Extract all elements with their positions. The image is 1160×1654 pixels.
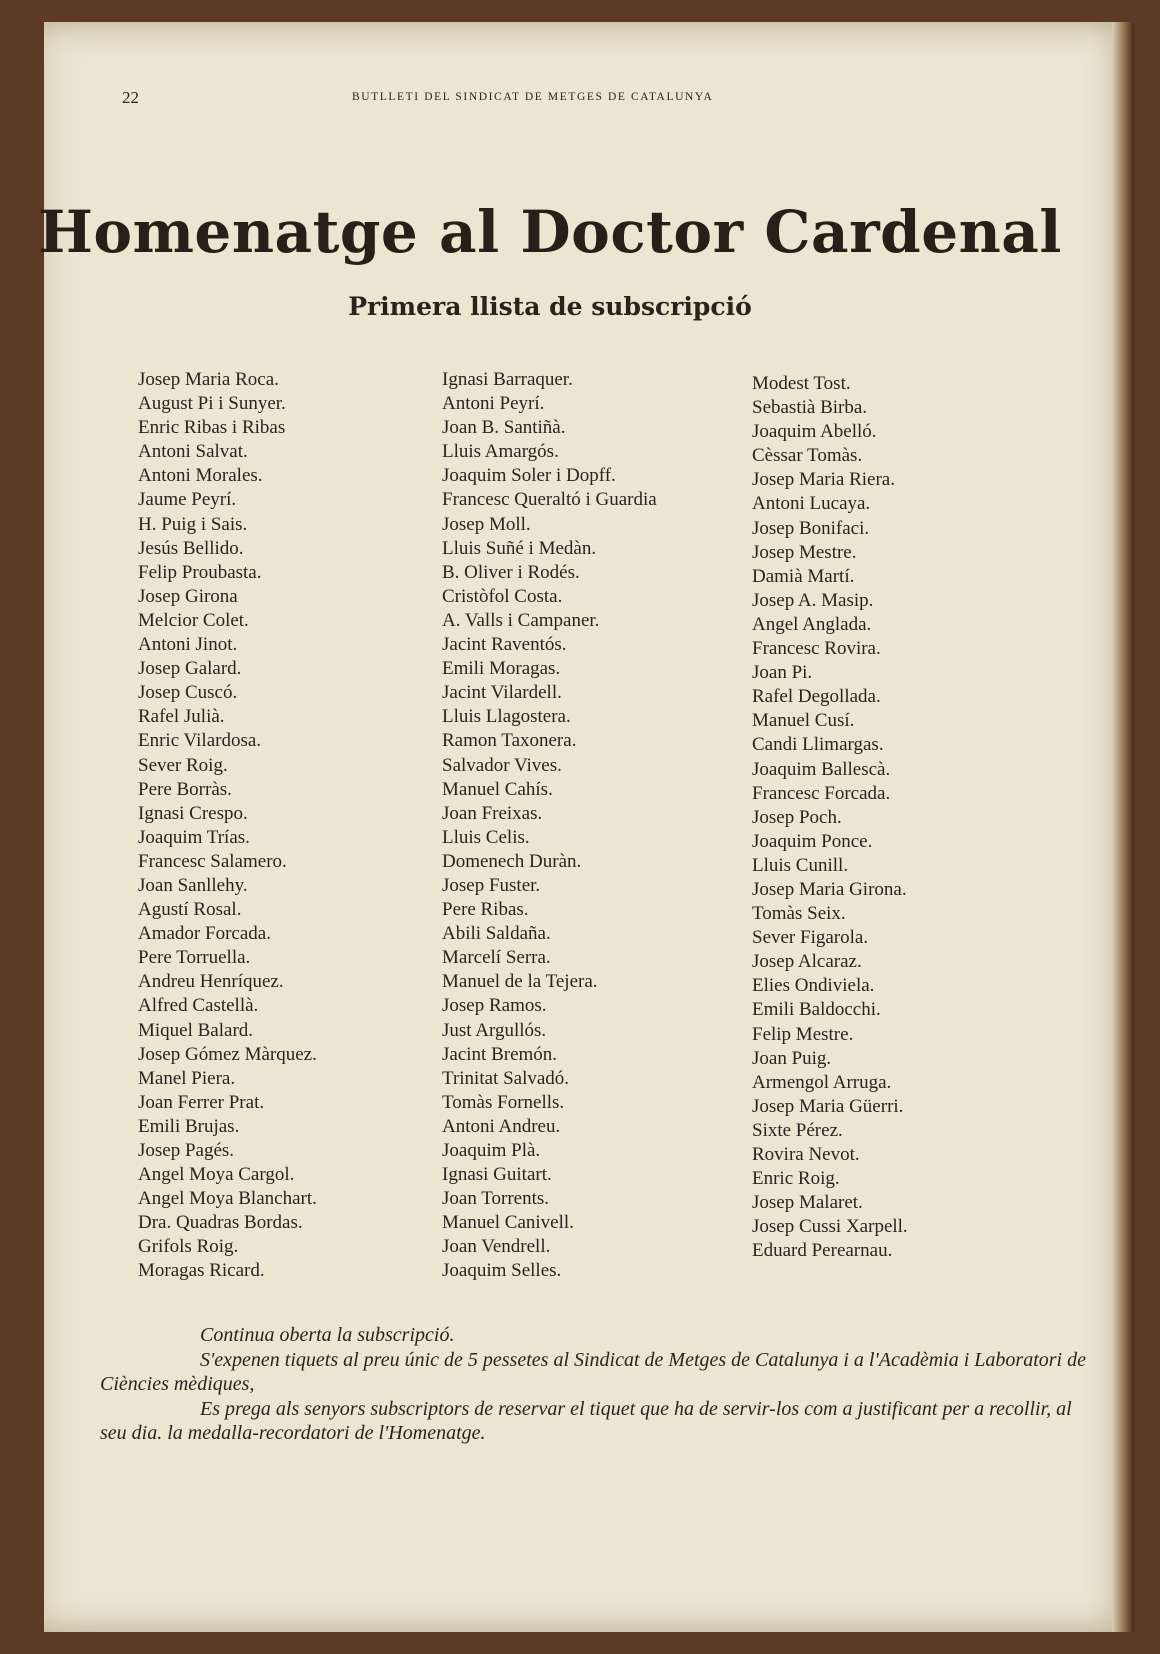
subscriber-name: Joaquim Soler i Dopff. (442, 465, 616, 487)
subscriber-name: Lluis Suñé i Medàn. (442, 537, 597, 559)
footer-notes (100, 1323, 1090, 1446)
subscriber-name: Josep Fuster. (442, 874, 541, 896)
subscriber-name: Josep Galard. (138, 658, 242, 680)
subscriber-name: Francesc Salamero. (138, 850, 287, 872)
subscriber-name: Josep Maria Roca. (138, 369, 279, 390)
footer-line-request: Es prega als senyors subscriptors de reservar el tiquet que ha de servir-los com a justificant per a recollir, al seu dia. la medalla-recordatori de l'Homenatge. (100, 1397, 1072, 1444)
subscriber-name: Pere Torruella. (138, 947, 251, 969)
subscriber-name: Marcelí Serra. (442, 947, 551, 969)
subscriber-name: Alfred Castellà. (138, 995, 259, 1017)
subscriber-name: Emili Moragas. (442, 658, 561, 680)
subscriber-name: Antoni Morales. (138, 465, 263, 487)
subscriber-name: Joan Freixas. (442, 802, 543, 824)
subscriber-name: B. Oliver i Rodés. (442, 561, 580, 583)
subscriber-name: Antoni Andreu. (442, 1115, 561, 1137)
subscriber-name: Joan Sanllehy. (138, 874, 248, 896)
subscriber-name: Antoni Jinot. (138, 634, 238, 656)
subscriber-name: Antoni Lucaya. (752, 493, 871, 515)
subscriber-name: Josep Poch. (752, 806, 842, 828)
subscriber-name: Damià Martí. (752, 565, 855, 587)
subscriber-name: Salvador Vives. (442, 754, 562, 776)
subscriber-name: Antoni Salvat. (138, 441, 248, 463)
subscriber-name: Grifols Roig. (138, 1236, 239, 1258)
subscriber-name: Cèssar Tomàs. (752, 445, 863, 467)
subscriber-name: H. Puig i Sais. (138, 513, 248, 535)
subscriber-name: Jaume Peyrí. (138, 489, 237, 511)
subscriber-name: August Pi i Sunyer. (138, 393, 286, 415)
subscriber-name: Joan Pi. (752, 662, 813, 684)
subscriber-name: Sever Roig. (138, 754, 228, 776)
page-title: Homenatge al Doctor Cardenal (38, 198, 1062, 266)
subscriber-name: Francesc Rovira. (752, 638, 881, 660)
subscriber-name: Francesc Forcada. (752, 782, 891, 804)
subscriber-name: Dra. Quadras Bordas. (138, 1212, 303, 1234)
subscriber-name: Joaquim Abelló. (752, 421, 877, 443)
subscriber-name: Lluis Llagostera. (442, 706, 571, 728)
subscriber-name: Francesc Queraltó i Guardia (442, 489, 657, 511)
subscriber-name: Josep Girona (138, 585, 238, 607)
subscriber-name: Jacint Bremón. (442, 1043, 558, 1065)
subscriber-name: Joan B. Santiñà. (442, 417, 566, 439)
subscriber-name: Domenech Duràn. (442, 850, 582, 872)
subscriber-name: Trinitat Salvadó. (442, 1067, 570, 1089)
subscriber-name: Jesús Bellido. (138, 537, 244, 559)
subscriber-name: Josep Moll. (442, 513, 531, 535)
subscriber-name: Rafel Julià. (138, 706, 225, 728)
book-spine (1112, 22, 1134, 1632)
subscriber-name: Angel Moya Blanchart. (138, 1188, 317, 1210)
subscriber-name: Candi Llimargas. (752, 734, 884, 756)
subscriber-name: Amador Forcada. (138, 923, 271, 945)
subscriber-column-1 (138, 368, 317, 1284)
page-number: 22 (122, 88, 139, 107)
subscriber-name: Felip Mestre. (752, 1023, 854, 1045)
subscriber-name: Just Argullós. (442, 1019, 547, 1041)
subscriber-name: Manuel de la Tejera. (442, 971, 598, 993)
subscriber-name: Ignasi Crespo. (138, 802, 248, 824)
subscriber-name: Joan Ferrer Prat. (138, 1091, 265, 1113)
subscriber-name: Miquel Balard. (138, 1019, 254, 1041)
subscriber-name: Joan Torrents. (442, 1188, 550, 1210)
subscriber-name: Josep Malaret. (752, 1192, 863, 1214)
subscriber-name: Pere Borràs. (138, 778, 232, 800)
subscriber-name: Felip Proubasta. (138, 561, 262, 583)
subscriber-name: Tomàs Fornells. (442, 1091, 565, 1113)
subscriber-name: Modest Tost. (752, 373, 851, 394)
subscriber-name: Lluis Amargós. (442, 441, 559, 463)
subscriber-name: Melcior Colet. (138, 609, 249, 631)
subscriber-name: Joaquim Trías. (138, 826, 250, 848)
subscriber-name: Josep A. Masip. (752, 589, 874, 611)
subscriber-name: Ignasi Guitart. (442, 1164, 552, 1186)
subscriber-name: Rafel Degollada. (752, 686, 881, 708)
subscriber-name: Tomàs Seix. (752, 903, 846, 925)
subscriber-name: Angel Anglada. (752, 613, 872, 635)
subscriber-name: Emili Brujas. (138, 1115, 240, 1137)
subscriber-name: Josep Pagés. (138, 1140, 235, 1161)
subscriber-name: Jacint Vilardell. (442, 682, 562, 704)
subscriber-name: Lluis Cunill. (752, 854, 849, 876)
subscriber-name: Josep Gómez Màrquez. (138, 1043, 317, 1065)
footer-line-subscription-open: Continua oberta la subscripció. (200, 1324, 455, 1346)
subscriber-name: Joaquim Selles. (442, 1260, 562, 1282)
list-subtitle: Primera llista de subscripció (348, 292, 752, 321)
subscriber-name: Josep Maria Güerri. (752, 1095, 904, 1117)
subscriber-name: Joan Vendrell. (442, 1236, 551, 1258)
subscriber-name: Josep Mestre. (752, 541, 857, 563)
subscriber-name: Joaquim Ponce. (752, 830, 873, 852)
subscriber-name: Enric Ribas i Ribas (138, 417, 286, 439)
subscriber-name: Ramon Taxonera. (442, 730, 577, 752)
subscriber-name: Ignasi Barraquer. (442, 369, 573, 390)
subscriber-name: Angel Moya Cargol. (138, 1164, 295, 1186)
subscriber-name: Abili Saldaña. (442, 923, 551, 945)
subscriber-name: Agustí Rosal. (138, 899, 242, 921)
subscriber-name: Josep Cussi Xarpell. (752, 1216, 908, 1238)
subscriber-name: Josep Alcaraz. (752, 951, 862, 973)
subscriber-name: Sixte Pérez. (752, 1119, 843, 1141)
subscriber-name: Joaquim Plà. (442, 1140, 541, 1161)
subscriber-name: Joan Puig. (752, 1047, 832, 1069)
subscriber-name: Manuel Cahís. (442, 778, 553, 800)
subscriber-name: Josep Cuscó. (138, 682, 238, 704)
running-head: BUTLLETI DEL SINDICAT DE METGES DE CATALUNYA (352, 91, 714, 103)
subscriber-column-3 (752, 372, 908, 1263)
subscriber-name: Sever Figarola. (752, 927, 869, 949)
subscriber-name: A. Valls i Campaner. (442, 609, 600, 631)
subscriber-name: Elies Ondiviela. (752, 975, 875, 997)
subscriber-name: Lluis Celis. (442, 826, 530, 848)
subscriber-name: Sebastià Birba. (752, 397, 868, 419)
subscriber-name: Emili Baldocchi. (752, 999, 881, 1021)
subscriber-name: Manel Piera. (138, 1067, 236, 1089)
subscriber-name: Josep Maria Riera. (752, 469, 895, 491)
subscriber-name: Pere Ribas. (442, 899, 529, 921)
subscriber-name: Antoni Peyrí. (442, 393, 545, 415)
subscriber-name: Cristòfol Costa. (442, 585, 563, 607)
subscriber-column-2 (442, 368, 657, 1284)
footer-line-tickets: S'expenen tiquets al preu únic de 5 pessetes al Sindicat de Metges de Catalunya i a l'Acadèmia i Laboratori de Ciències mèdiques, (100, 1348, 1086, 1395)
subscriber-name: Enric Roig. (752, 1168, 840, 1190)
subscriber-name: Moragas Ricard. (138, 1260, 265, 1282)
subscriber-name: Josep Bonifaci. (752, 517, 870, 539)
subscriber-name: Armengol Arruga. (752, 1071, 892, 1093)
subscriber-name: Andreu Henríquez. (138, 971, 284, 993)
subscriber-name: Eduard Perearnau. (752, 1240, 893, 1262)
subscriber-name: Josep Maria Girona. (752, 878, 907, 900)
subscriber-name: Enric Vilardosa. (138, 730, 262, 752)
subscriber-name: Joaquim Ballescà. (752, 758, 891, 780)
subscriber-name: Josep Ramos. (442, 995, 547, 1017)
subscriber-name: Manuel Cusí. (752, 710, 855, 732)
subscriber-name: Rovira Nevot. (752, 1144, 860, 1165)
subscriber-name: Jacint Raventós. (442, 634, 567, 656)
subscriber-name: Manuel Canivell. (442, 1212, 574, 1234)
